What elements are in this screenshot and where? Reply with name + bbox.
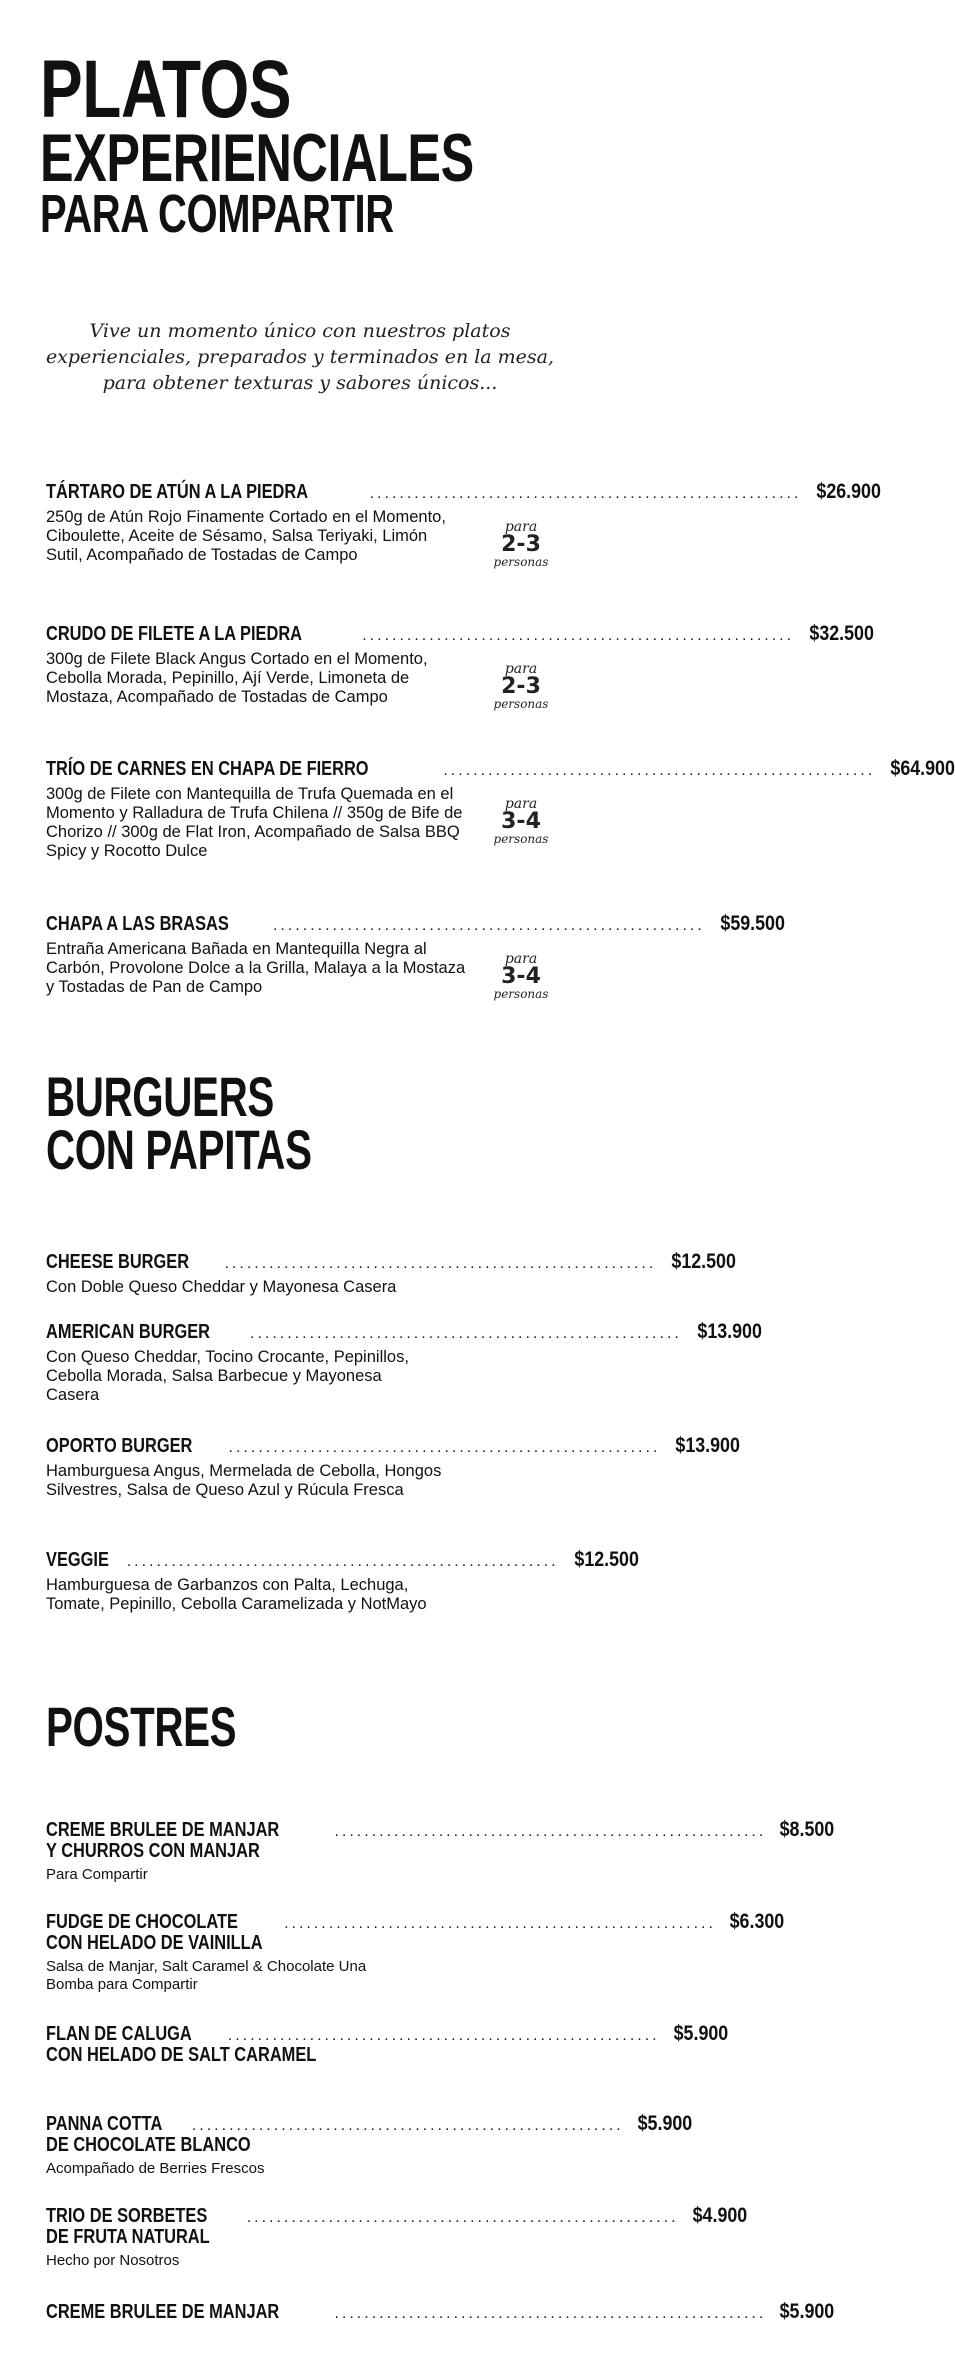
item-name: TRIO DE SORBETES — [46, 2205, 208, 2227]
serves-unit: personas — [493, 987, 549, 1001]
item-price: $13.900 — [675, 1434, 741, 1457]
leader-dots: .......................................................... — [369, 485, 802, 502]
serves-count: 3-4 — [501, 964, 541, 989]
leader-dots: .......................................................... — [443, 762, 876, 779]
item-name: CRUDO DE FILETE A LA PIEDRA — [46, 623, 303, 645]
item-price: $8.500 — [779, 1818, 835, 1841]
item-description: 300g de Filete Black Angus Cortado en el Momento, Cebolla Morada, Pepinillo, Ají Verde, Limoneta de Mostaza, Acompañado de Tostadas de Campo — [46, 650, 428, 706]
item-name: CREME BRULEE DE MANJAR — [46, 1819, 280, 1841]
serves-badge — [486, 797, 556, 846]
item-name: CHAPA A LAS BRASAS — [46, 913, 229, 935]
item-description: Entraña Americana Bañada en Mantequilla Negra al Carbón, Provolone Dolce a la Grilla, Malaya a la Mostaza y Tostadas de Pan de Campo — [46, 940, 466, 996]
serves-unit: personas — [493, 697, 549, 711]
item-name: TÁRTARO DE ATÚN A LA PIEDRA — [46, 481, 309, 503]
item-price: $26.900 — [816, 480, 882, 503]
menu-item — [46, 1818, 835, 1884]
title-line-2: EXPERIENCIALES — [40, 120, 474, 197]
item-price: $59.500 — [720, 912, 785, 935]
item-price: $5.900 — [673, 2022, 728, 2045]
item-name: VEGGIE — [46, 1549, 109, 1571]
item-name: CHEESE BURGER — [46, 1251, 190, 1273]
serves-badge — [486, 520, 556, 569]
serves-count: 2-3 — [501, 674, 541, 699]
menu-item — [46, 2112, 692, 2178]
leader-dots: .......................................................... — [246, 2209, 679, 2226]
tagline-line-2: experienciales, preparados y terminados en la mesa, — [45, 346, 555, 368]
serves-badge — [486, 662, 556, 711]
item-name: AMERICAN BURGER — [46, 1321, 210, 1343]
item-price: $13.900 — [697, 1320, 762, 1343]
serves-count: 3-4 — [501, 809, 541, 834]
item-price: $4.900 — [692, 2204, 747, 2227]
item-price: $12.500 — [671, 1250, 737, 1273]
item-price: $12.500 — [573, 1548, 639, 1571]
item-name-line-2: Y CHURROS CON MANJAR — [46, 1840, 260, 1862]
item-description: Para Compartir — [46, 1866, 148, 1883]
leader-dots: .......................................................... — [272, 917, 705, 934]
item-description: 250g de Atún Rojo Finamente Cortado en el Momento, Ciboulette, Aceite de Sésamo, Salsa Teriyaki, Limón Sutil, Acompañado de Tostadas de Campo — [46, 508, 446, 564]
tagline-line-1: Vive un momento único con nuestros platos — [89, 320, 511, 342]
serves-badge — [486, 952, 556, 1001]
tagline-line-3: para obtener texturas y sabores únicos... — [102, 372, 498, 394]
menu-item — [46, 757, 955, 861]
leader-dots: .......................................................... — [334, 2305, 767, 2322]
leader-dots: .......................................................... — [228, 1439, 661, 1456]
item-description: Hamburguesa Angus, Mermelada de Cebolla, Hongos Silvestres, Salsa de Queso Azul y Rúcula Fresca — [46, 1462, 442, 1499]
title-line-1: PLATOS — [40, 44, 292, 135]
item-name: TRÍO DE CARNES EN CHAPA DE FIERRO — [46, 758, 369, 780]
leader-dots: .......................................................... — [191, 2117, 624, 2134]
item-description: Hecho por Nosotros — [46, 2252, 180, 2269]
item-name-line-2: CON HELADO DE VAINILLA — [46, 1932, 263, 1954]
serves-unit: personas — [493, 555, 549, 569]
item-price: $5.900 — [637, 2112, 692, 2135]
menu-item — [46, 480, 882, 569]
menu-item — [46, 1250, 737, 1297]
item-name: FUDGE DE CHOCOLATE — [46, 1911, 238, 1933]
leader-dots: .......................................................... — [362, 627, 795, 644]
leader-dots: .......................................................... — [250, 1325, 682, 1342]
section-title: POSTRES — [46, 1695, 237, 1758]
item-name: FLAN DE CALUGA — [46, 2023, 192, 2045]
title-line-3: PARA COMPARTIR — [40, 183, 394, 244]
item-description: 300g de Filete con Mantequilla de Trufa Quemada en el Momento y Ralladura de Trufa Chilena // 350g de Bife de Chorizo // 300g de Flat Iron, Acompañado de Salsa BBQ Spicy y Rocotto Dulce — [46, 785, 463, 860]
item-name-line-2: DE CHOCOLATE BLANCO — [46, 2134, 251, 2156]
serves-label: para — [504, 661, 538, 677]
leader-dots: .......................................................... — [334, 1823, 767, 1840]
menu-item — [46, 1434, 741, 1500]
menu-item — [46, 1910, 785, 1994]
leader-dots: .......................................................... — [126, 1553, 559, 1570]
item-name: OPORTO BURGER — [46, 1435, 193, 1457]
section-title-burgers — [46, 1065, 415, 1182]
item-description: Salsa de Manjar, Salt Caramel & Chocolate Una Bomba para Compartir — [46, 1958, 367, 1993]
item-price: $32.500 — [809, 622, 874, 645]
item-price: $64.900 — [890, 757, 955, 780]
serves-unit: personas — [493, 832, 549, 846]
item-name-line-2: DE FRUTA NATURAL — [46, 2226, 210, 2248]
serves-count: 2-3 — [501, 532, 541, 557]
item-description: Hamburguesa de Garbanzos con Palta, Lechuga, Tomate, Pepinillo, Cebolla Caramelizada y NotMayo — [46, 1576, 427, 1613]
menu-item — [46, 2204, 747, 2270]
menu-item — [46, 2300, 835, 2324]
item-price: $6.300 — [729, 1910, 785, 1933]
item-name: CREME BRULEE DE MANJAR — [46, 2301, 280, 2323]
page-title — [40, 44, 626, 244]
serves-label: para — [504, 519, 538, 535]
leader-dots: .......................................................... — [227, 2027, 660, 2044]
serves-label: para — [504, 951, 538, 967]
menu-item — [46, 1548, 639, 1614]
tagline — [40, 318, 560, 396]
leader-dots: .......................................................... — [284, 1915, 716, 1932]
menu-item — [46, 1320, 762, 1405]
item-description: Acompañado de Berries Frescos — [46, 2160, 265, 2177]
menu-item — [46, 622, 874, 711]
section-title-postres — [46, 1695, 310, 1758]
menu-item — [46, 912, 785, 1001]
leader-dots: .......................................................... — [224, 1255, 657, 1272]
item-price: $5.900 — [779, 2300, 835, 2323]
menu-item — [46, 2022, 728, 2066]
item-description: Con Doble Queso Cheddar y Mayonesa Casera — [46, 1278, 397, 1296]
serves-label: para — [504, 796, 538, 812]
section-title-line-2: CON PAPITAS — [46, 1118, 312, 1182]
item-name: PANNA COTTA — [46, 2113, 163, 2135]
section-title-line-1: BURGUERS — [46, 1065, 274, 1128]
item-name-line-2: CON HELADO DE SALT CARAMEL — [46, 2044, 317, 2066]
item-description: Con Queso Cheddar, Tocino Crocante, Pepinillos, Cebolla Morada, Salsa Barbecue y Mayonesa Casera — [46, 1348, 409, 1404]
